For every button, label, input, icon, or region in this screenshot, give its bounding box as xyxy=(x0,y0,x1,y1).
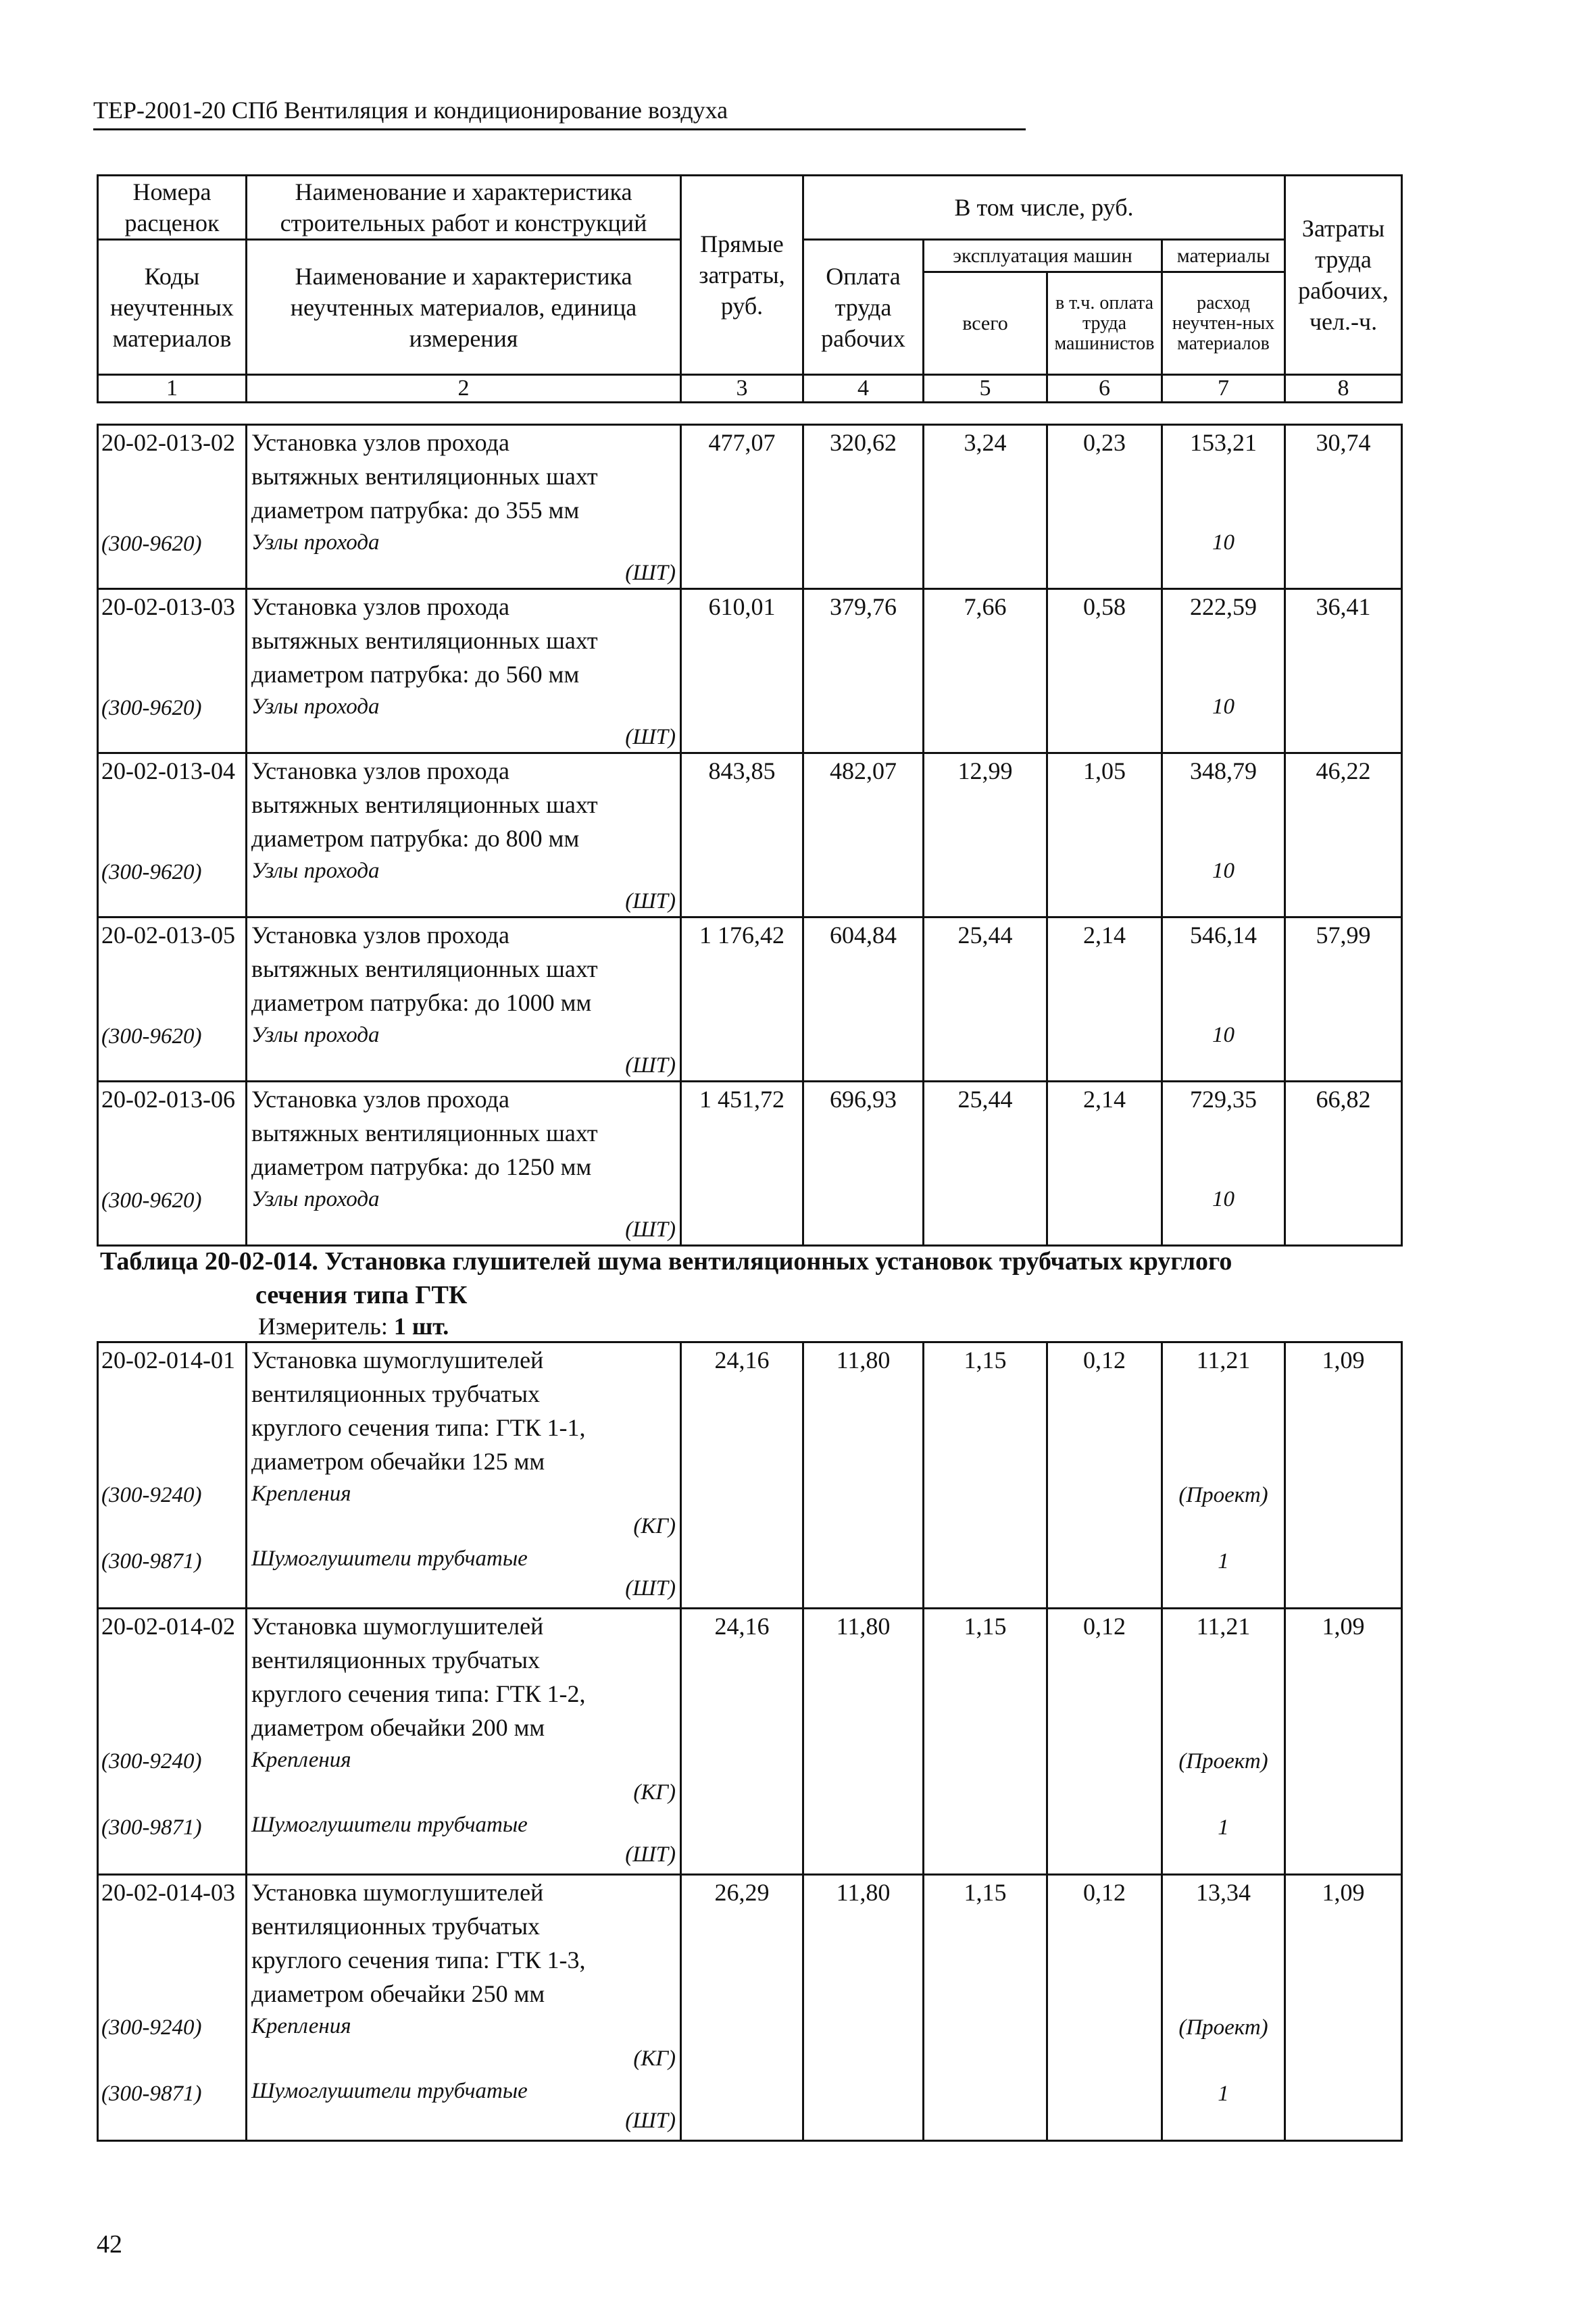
material-unit: (КГ) xyxy=(633,2046,676,2071)
spacer xyxy=(101,624,245,691)
spacer xyxy=(1163,459,1284,526)
work-description-line: диаметром обечайки 250 мм xyxy=(251,1980,545,2007)
value-direct: 1 451,72 xyxy=(681,1082,803,1246)
work-description-line: Установка узлов прохода xyxy=(251,429,509,456)
value-materials: 11,21 xyxy=(1196,1347,1251,1374)
value-mach: 1,15 xyxy=(924,1342,1047,1609)
rates-table-014 xyxy=(97,1341,1403,2142)
header-rate-numbers: Номера расценок xyxy=(98,176,247,240)
table-title-line2: сечения типа ГТК xyxy=(255,1281,468,1309)
rate-code: 20-02-013-04 xyxy=(101,757,235,784)
material-code: (300-9240) xyxy=(101,2015,202,2040)
spacer xyxy=(101,1116,245,1184)
material-code: (300-9620) xyxy=(101,860,202,884)
material-unit: (ШТ) xyxy=(625,561,676,585)
rate-cell xyxy=(98,589,247,753)
column-header-table xyxy=(97,174,1403,403)
value-mach: 7,66 xyxy=(924,589,1047,753)
value-materials: 546,14 xyxy=(1190,922,1257,949)
materials-cell xyxy=(1162,917,1285,1082)
work-description-line: круглого сечения типа: ГТК 1-3, xyxy=(251,1946,586,1973)
spacer xyxy=(1163,788,1284,854)
material-code: (300-9871) xyxy=(101,2082,202,2106)
value-hours: 66,82 xyxy=(1285,1082,1402,1246)
column-number: 8 xyxy=(1285,375,1402,403)
spacer xyxy=(1163,952,1284,1018)
spacer xyxy=(101,1778,245,1811)
material-unit: (ШТ) xyxy=(625,725,676,749)
work-description-line: вентиляционных трубчатых xyxy=(251,1646,541,1674)
work-description-line: диаметром патрубка: до 560 мм xyxy=(251,661,580,688)
material-code: (300-9240) xyxy=(101,1749,202,1774)
material-unit: (ШТ) xyxy=(625,1842,676,1867)
work-description-line: вытяжных вентиляционных шахт xyxy=(251,955,598,982)
materials-cell xyxy=(1162,1875,1285,2141)
header-including-group: В том числе, руб. xyxy=(803,176,1285,240)
materials-cell xyxy=(1162,425,1285,589)
header-direct-costs: Прямые затраты, руб. xyxy=(681,176,803,375)
value-direct: 477,07 xyxy=(681,425,803,589)
value-mach: 12,99 xyxy=(924,753,1047,917)
description-cell xyxy=(247,425,681,589)
rates-table-013 xyxy=(97,424,1403,1247)
value-mach_labor: 0,58 xyxy=(1047,589,1162,753)
materials-cell xyxy=(1162,753,1285,917)
work-description-line: диаметром патрубка: до 800 мм xyxy=(251,825,580,852)
rate-code: 20-02-013-02 xyxy=(101,429,235,456)
header-machinist-pay: в т.ч. оплата труда машинистов xyxy=(1047,272,1162,375)
rate-code: 20-02-014-01 xyxy=(101,1347,235,1374)
table-row xyxy=(98,917,1402,1082)
material-name: Шумоглушители трубчатые xyxy=(251,2079,528,2103)
value-hours: 1,09 xyxy=(1285,1609,1402,1875)
value-direct: 1 176,42 xyxy=(681,917,803,1082)
value-mach_labor: 2,14 xyxy=(1047,1082,1162,1246)
value-mach_labor: 0,12 xyxy=(1047,1342,1162,1609)
measure-value: 1 шт. xyxy=(393,1313,449,1340)
material-unit: (ШТ) xyxy=(625,889,676,913)
work-description-line: диаметром патрубка: до 1250 мм xyxy=(251,1153,592,1180)
material-quantity: (Проект) xyxy=(1178,1483,1268,1507)
spacer xyxy=(101,1512,245,1544)
value-hours: 46,22 xyxy=(1285,753,1402,917)
column-number: 4 xyxy=(803,375,924,403)
spacer xyxy=(101,952,245,1020)
header-machine-operation: эксплуатация машин xyxy=(924,240,1162,272)
material-quantity: 1 xyxy=(1218,1815,1229,1840)
description-cell xyxy=(247,1342,681,1609)
material-unit: (ШТ) xyxy=(625,1576,676,1601)
value-hours: 1,09 xyxy=(1285,1342,1402,1609)
value-mach: 25,44 xyxy=(924,917,1047,1082)
material-name: Узлы прохода xyxy=(251,859,380,883)
description-cell xyxy=(247,1082,681,1246)
header-labor-hours: Затраты труда рабочих, чел.-ч. xyxy=(1285,176,1402,375)
measure-unit xyxy=(258,1311,449,1342)
spacer xyxy=(101,788,245,855)
work-description-line: Установка шумоглушителей xyxy=(251,1613,544,1640)
work-description-line: вытяжных вентиляционных шахт xyxy=(251,791,598,818)
rate-cell xyxy=(98,753,247,917)
material-unit: (КГ) xyxy=(633,1780,676,1805)
rate-cell xyxy=(98,1609,247,1875)
material-code: (300-9620) xyxy=(101,696,202,720)
material-name: Шумоглушители трубчатые xyxy=(251,1813,528,1837)
value-labor: 482,07 xyxy=(803,753,924,917)
description-cell xyxy=(247,1875,681,2141)
header-unaccounted-materials: расход неучтен-ных материалов xyxy=(1162,272,1285,375)
material-unit: (ШТ) xyxy=(625,1053,676,1078)
header-work-name: Наименование и характеристика строительных работ и конструкций xyxy=(247,176,681,240)
rate-code: 20-02-014-02 xyxy=(101,1613,235,1640)
spacer xyxy=(1163,1909,1284,2011)
spacer xyxy=(1163,624,1284,690)
material-unit: (КГ) xyxy=(633,1514,676,1538)
value-mach_labor: 0,12 xyxy=(1047,1875,1162,2141)
work-description-line: Установка шумоглушителей xyxy=(251,1879,544,1906)
value-mach_labor: 2,14 xyxy=(1047,917,1162,1082)
spacer xyxy=(1163,1512,1284,1544)
rate-code: 20-02-013-06 xyxy=(101,1086,235,1113)
work-description-line: Установка узлов прохода xyxy=(251,1086,509,1113)
work-description-line: вентиляционных трубчатых xyxy=(251,1913,541,1940)
value-hours: 57,99 xyxy=(1285,917,1402,1082)
column-number: 3 xyxy=(681,375,803,403)
spacer xyxy=(101,1377,245,1478)
value-mach_labor: 1,05 xyxy=(1047,753,1162,917)
value-mach: 1,15 xyxy=(924,1875,1047,2141)
material-name: Узлы прохода xyxy=(251,695,380,719)
material-quantity: 10 xyxy=(1212,1023,1235,1047)
work-description-line: Установка узлов прохода xyxy=(251,757,509,784)
work-description-line: вентиляционных трубчатых xyxy=(251,1380,541,1407)
material-quantity: 1 xyxy=(1218,1549,1229,1574)
value-materials: 729,35 xyxy=(1190,1086,1257,1113)
description-cell xyxy=(247,1609,681,1875)
rate-cell xyxy=(98,1875,247,2141)
measure-label: Измеритель: xyxy=(258,1313,388,1340)
value-labor: 604,84 xyxy=(803,917,924,1082)
column-number: 1 xyxy=(98,375,247,403)
work-description-line: диаметром обечайки 125 мм xyxy=(251,1448,545,1475)
value-hours: 36,41 xyxy=(1285,589,1402,753)
value-hours: 1,09 xyxy=(1285,1875,1402,2141)
material-quantity: 1 xyxy=(1218,2082,1229,2106)
value-materials: 11,21 xyxy=(1196,1613,1251,1640)
value-direct: 24,16 xyxy=(681,1342,803,1609)
spacer xyxy=(1163,1778,1284,1811)
value-mach_labor: 0,12 xyxy=(1047,1609,1162,1875)
material-quantity: 10 xyxy=(1212,530,1235,555)
material-name: Узлы прохода xyxy=(251,1187,380,1211)
table-row xyxy=(98,1082,1402,1246)
work-description-line: диаметром обечайки 200 мм xyxy=(251,1714,545,1741)
value-materials: 348,79 xyxy=(1190,757,1257,784)
value-mach: 3,24 xyxy=(924,425,1047,589)
spacer xyxy=(1163,1643,1284,1744)
value-direct: 24,16 xyxy=(681,1609,803,1875)
table-row xyxy=(98,1875,1402,2141)
rate-cell xyxy=(98,917,247,1082)
material-code: (300-9620) xyxy=(101,1024,202,1049)
table-row xyxy=(98,753,1402,917)
table-row xyxy=(98,1609,1402,1875)
description-cell xyxy=(247,753,681,917)
header-material-name: Наименование и характеристика неучтенных материалов, единица измерения xyxy=(247,240,681,375)
table-row xyxy=(98,1342,1402,1609)
work-description-line: вытяжных вентиляционных шахт xyxy=(251,1120,598,1147)
spacer xyxy=(101,1909,245,2011)
rate-cell xyxy=(98,1082,247,1246)
material-name: Крепления xyxy=(251,1748,351,1772)
table-title xyxy=(100,1244,1357,1312)
value-labor: 11,80 xyxy=(803,1342,924,1609)
spacer xyxy=(1163,1377,1284,1478)
column-number: 5 xyxy=(924,375,1047,403)
work-description-line: диаметром патрубка: до 1000 мм xyxy=(251,989,592,1016)
material-code: (300-9871) xyxy=(101,1549,202,1574)
value-direct: 843,85 xyxy=(681,753,803,917)
materials-cell xyxy=(1162,1082,1285,1246)
value-hours: 30,74 xyxy=(1285,425,1402,589)
header-worker-pay: Оплата труда рабочих xyxy=(803,240,924,375)
work-description-line: вытяжных вентиляционных шахт xyxy=(251,463,598,490)
page-number: 42 xyxy=(97,2230,122,2259)
rate-code: 20-02-014-03 xyxy=(101,1879,235,1906)
rate-cell xyxy=(98,425,247,589)
page-header-title: ТЕР-2001-20 СПб Вентиляция и кондиционирование воздуха xyxy=(93,93,1026,130)
spacer xyxy=(1163,1116,1284,1182)
material-unit: (ШТ) xyxy=(625,2109,676,2133)
rate-code: 20-02-013-05 xyxy=(101,922,235,949)
header-material-codes: Коды неучтенных материалов xyxy=(98,240,247,375)
rate-code: 20-02-013-03 xyxy=(101,593,235,620)
value-materials: 13,34 xyxy=(1196,1879,1251,1906)
material-unit: (ШТ) xyxy=(625,1217,676,1242)
material-name: Узлы прохода xyxy=(251,1023,380,1047)
table-title-line1: Таблица 20-02-014. Установка глушителей шума вентиляционных установок трубчатых круглого xyxy=(100,1247,1232,1276)
column-number: 7 xyxy=(1162,375,1285,403)
spacer xyxy=(101,2044,245,2077)
rate-cell xyxy=(98,1342,247,1609)
table-row xyxy=(98,425,1402,589)
materials-cell xyxy=(1162,589,1285,753)
value-materials: 222,59 xyxy=(1190,593,1257,620)
description-cell xyxy=(247,589,681,753)
value-mach: 1,15 xyxy=(924,1609,1047,1875)
spacer xyxy=(101,459,245,527)
material-name: Шумоглушители трубчатые xyxy=(251,1546,528,1571)
value-mach_labor: 0,23 xyxy=(1047,425,1162,589)
material-name: Крепления xyxy=(251,2014,351,2038)
value-materials: 153,21 xyxy=(1190,429,1257,456)
work-description-line: диаметром патрубка: до 355 мм xyxy=(251,497,580,524)
material-code: (300-9871) xyxy=(101,1815,202,1840)
work-description-line: круглого сечения типа: ГТК 1-2, xyxy=(251,1680,586,1707)
work-description-line: круглого сечения типа: ГТК 1-1, xyxy=(251,1414,586,1441)
value-labor: 320,62 xyxy=(803,425,924,589)
material-name: Узлы прохода xyxy=(251,530,380,555)
material-quantity: (Проект) xyxy=(1178,2015,1268,2040)
work-description-line: Установка узлов прохода xyxy=(251,593,509,620)
value-labor: 696,93 xyxy=(803,1082,924,1246)
header-materials: материалы xyxy=(1162,240,1285,272)
work-description-line: вытяжных вентиляционных шахт xyxy=(251,627,598,654)
value-labor: 379,76 xyxy=(803,589,924,753)
description-cell xyxy=(247,917,681,1082)
materials-cell xyxy=(1162,1342,1285,1609)
material-quantity: 10 xyxy=(1212,1187,1235,1211)
column-number: 6 xyxy=(1047,375,1162,403)
value-mach: 25,44 xyxy=(924,1082,1047,1246)
material-quantity: 10 xyxy=(1212,695,1235,719)
material-name: Крепления xyxy=(251,1482,351,1506)
column-number: 2 xyxy=(247,375,681,403)
value-labor: 11,80 xyxy=(803,1875,924,2141)
spacer xyxy=(1163,2044,1284,2077)
table-row xyxy=(98,589,1402,753)
material-quantity: 10 xyxy=(1212,859,1235,883)
spacer xyxy=(101,1643,245,1744)
material-code: (300-9620) xyxy=(101,1188,202,1213)
value-labor: 11,80 xyxy=(803,1609,924,1875)
materials-cell xyxy=(1162,1609,1285,1875)
material-quantity: (Проект) xyxy=(1178,1749,1268,1774)
work-description-line: Установка узлов прохода xyxy=(251,922,509,949)
work-description-line: Установка шумоглушителей xyxy=(251,1347,544,1374)
value-direct: 610,01 xyxy=(681,589,803,753)
material-code: (300-9620) xyxy=(101,532,202,556)
header-machines-total: всего xyxy=(924,272,1047,375)
value-direct: 26,29 xyxy=(681,1875,803,2141)
material-code: (300-9240) xyxy=(101,1483,202,1507)
